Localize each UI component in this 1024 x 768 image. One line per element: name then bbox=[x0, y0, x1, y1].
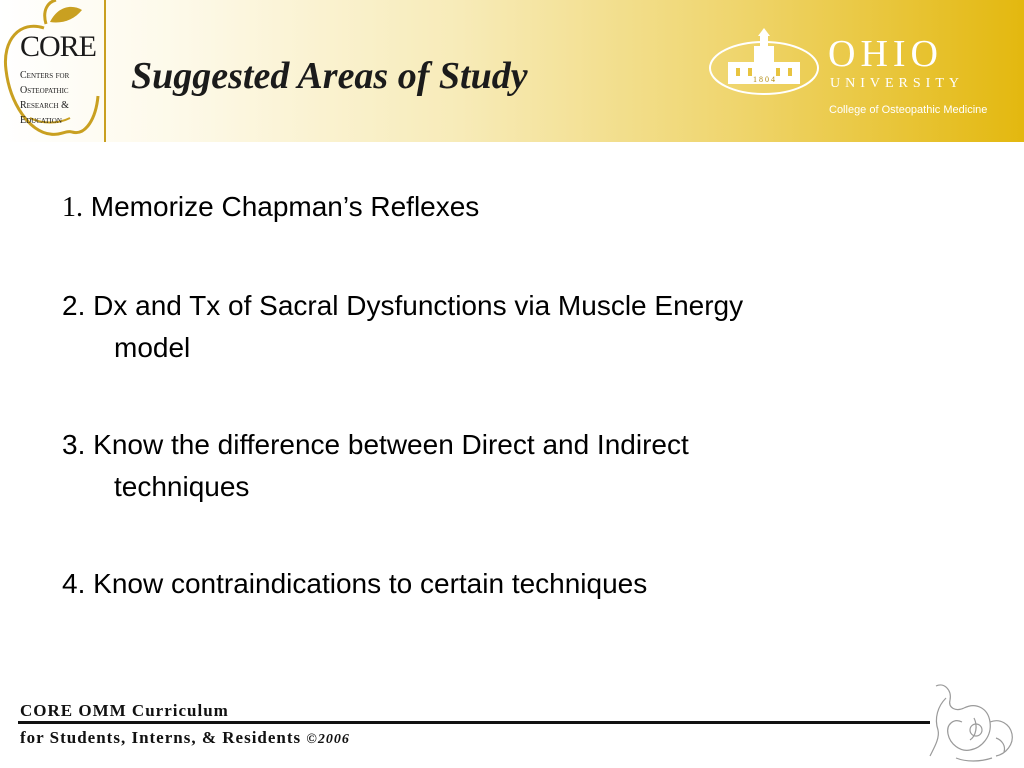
footer-divider bbox=[18, 721, 930, 724]
list-item-continuation: model bbox=[114, 332, 191, 363]
core-subtitle-line: Research & bbox=[20, 100, 69, 111]
list-item-text: Dx and Tx of Sacral Dysfunctions via Muscle Energy bbox=[93, 290, 744, 321]
list-item-number: 1. bbox=[62, 192, 83, 223]
college-seal-icon bbox=[708, 28, 820, 96]
seal-year: 1 8 0 4 bbox=[753, 75, 775, 84]
ohio-college-label: College of Osteopathic Medicine bbox=[829, 104, 988, 116]
list-item bbox=[62, 285, 942, 369]
page-title: Suggested Areas of Study bbox=[131, 55, 528, 97]
list-item-text: Know contraindications to certain techniques bbox=[93, 568, 648, 599]
list-item-continuation: techniques bbox=[114, 471, 250, 502]
list-item bbox=[62, 186, 942, 229]
ohio-wordmark: OHIO bbox=[828, 33, 943, 75]
footer-audience-text: for Students, Interns, & Residents bbox=[20, 728, 302, 747]
core-subtitle bbox=[20, 68, 102, 128]
core-subtitle-line: Centers for bbox=[20, 70, 70, 81]
list-item bbox=[62, 563, 942, 605]
list-item-text: Memorize Chapman’s Reflexes bbox=[90, 191, 480, 222]
logo-divider bbox=[104, 0, 106, 142]
list-item-number: 2. bbox=[62, 290, 86, 321]
core-subtitle-line: Education bbox=[20, 115, 62, 126]
footer-curriculum-title: CORE OMM Curriculum bbox=[20, 701, 229, 720]
list-item bbox=[62, 424, 942, 508]
core-wordmark: CORE bbox=[20, 30, 97, 63]
core-logo bbox=[0, 0, 104, 142]
footer-audience bbox=[20, 728, 350, 748]
header-banner bbox=[0, 0, 1024, 142]
footer-copyright: ©2006 bbox=[306, 732, 350, 747]
anatomy-sketch-icon bbox=[926, 678, 1018, 766]
list-item-number: 4. bbox=[62, 568, 86, 599]
core-subtitle-line: Osteopathic bbox=[20, 85, 69, 96]
list-item-number: 3. bbox=[62, 429, 86, 460]
list-item-text: Know the difference between Direct and Indirect bbox=[93, 429, 689, 460]
ohio-university-label: UNIVERSITY bbox=[830, 76, 964, 91]
